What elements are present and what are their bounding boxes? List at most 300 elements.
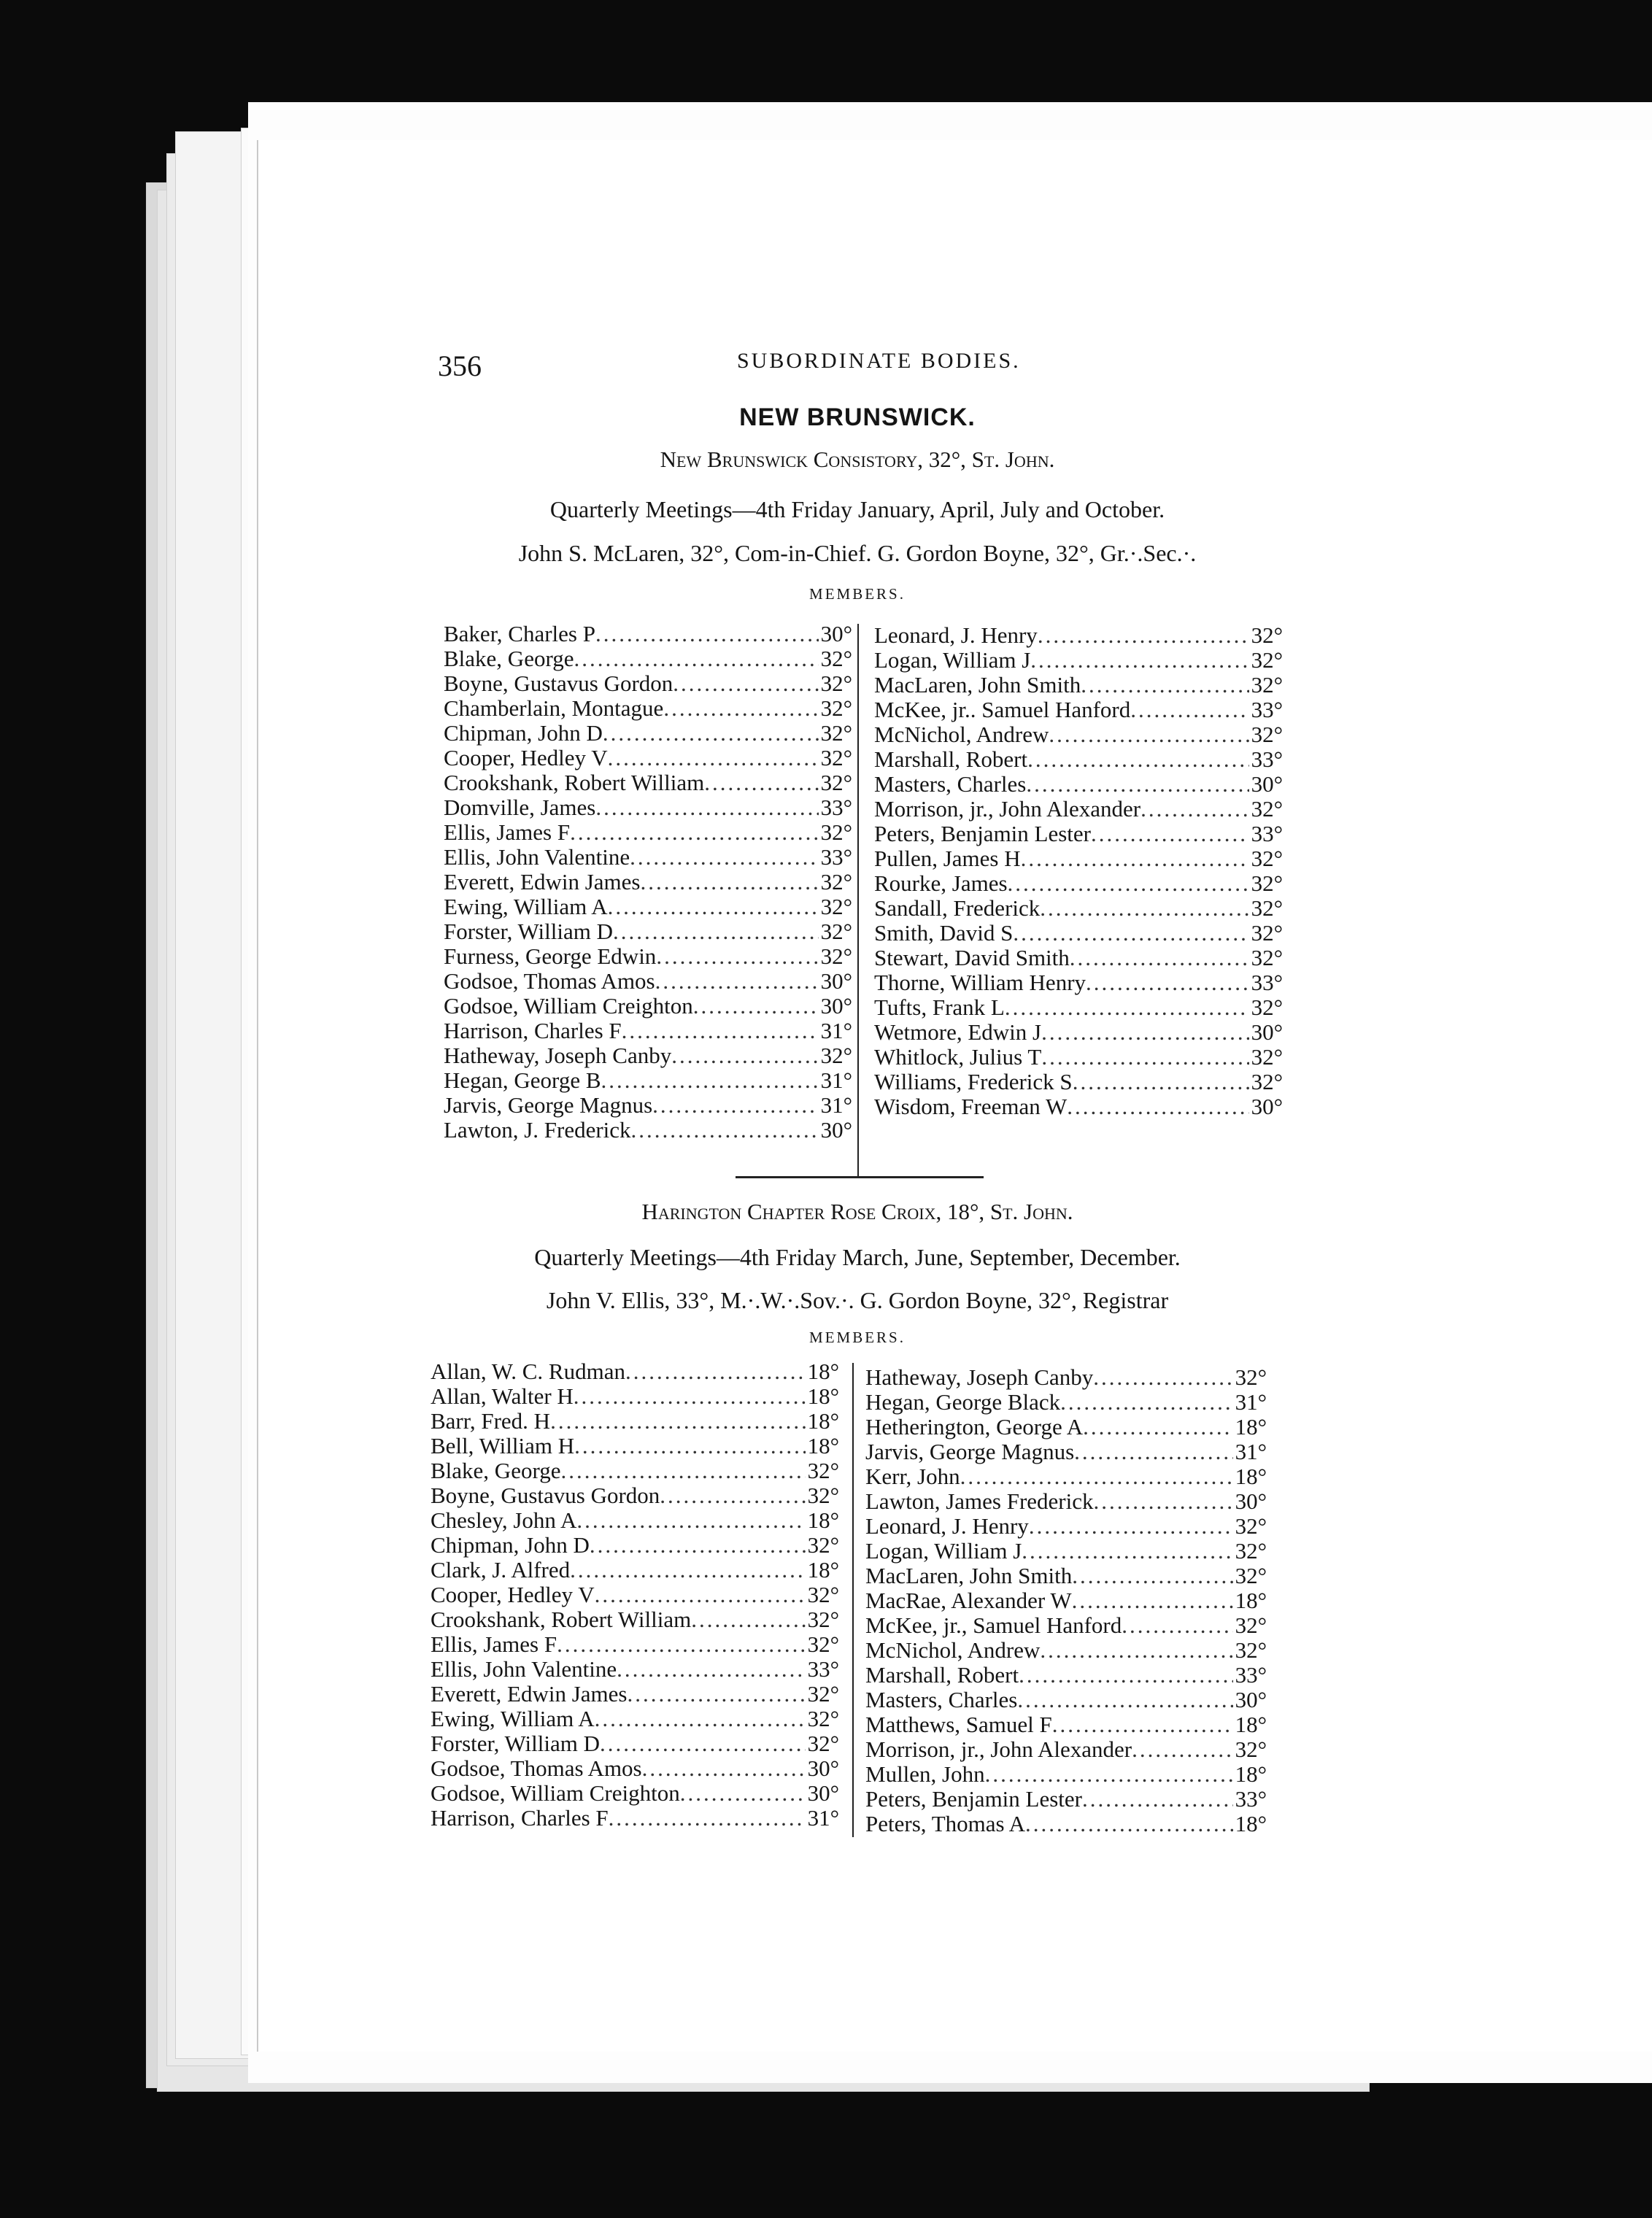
- member-name: Wisdom, Freeman W: [874, 1094, 1068, 1119]
- member-name: Hetherington, George A: [865, 1414, 1084, 1440]
- member-degree: 30°: [820, 1117, 852, 1143]
- dot-leader: [560, 1458, 805, 1483]
- dot-leader: [574, 1384, 806, 1409]
- member-name: Ellis, John Valentine: [444, 844, 630, 870]
- member-degree: 32°: [807, 1532, 839, 1558]
- member-row: [431, 1384, 839, 1409]
- member-name: Jarvis, George Magnus: [444, 1092, 653, 1118]
- member-degree: 18°: [807, 1557, 839, 1583]
- member-row: [444, 746, 852, 770]
- member-name: Peters, Benjamin Lester: [874, 821, 1091, 846]
- dot-leader: [608, 894, 819, 919]
- member-degree: 32°: [1251, 722, 1283, 747]
- dot-leader: [1013, 921, 1248, 946]
- member-row: [444, 1043, 852, 1068]
- member-degree: 30°: [807, 1780, 839, 1806]
- member-name: Masters, Charles: [874, 771, 1027, 797]
- member-degree: 32°: [807, 1731, 839, 1756]
- dot-leader: [570, 820, 819, 845]
- member-row: [431, 1434, 839, 1458]
- dot-leader: [1040, 896, 1248, 921]
- member-degree: 32°: [807, 1607, 839, 1632]
- member-name: McKee, jr.. Samuel Hanford: [874, 697, 1131, 722]
- chapter-members-right: [865, 1365, 1267, 1836]
- dot-leader: [601, 1068, 819, 1093]
- member-degree: 18°: [1235, 1761, 1267, 1787]
- member-degree: 32°: [1235, 1513, 1267, 1539]
- dot-leader: [603, 721, 819, 746]
- member-row: [865, 1489, 1267, 1514]
- member-degree: 18°: [1235, 1811, 1267, 1836]
- member-name: Pullen, James H: [874, 846, 1021, 871]
- member-row: [444, 622, 852, 646]
- member-degree: 30°: [1235, 1488, 1267, 1514]
- member-name: Harrison, Charles F: [444, 1018, 622, 1043]
- member-degree: 33°: [1235, 1662, 1267, 1688]
- member-name: Matthews, Samuel F: [865, 1712, 1052, 1737]
- member-row: [444, 671, 852, 696]
- member-name: Williams, Frederick S: [874, 1069, 1073, 1094]
- member-row: [431, 1583, 839, 1607]
- member-name: Peters, Thomas A: [865, 1811, 1025, 1836]
- member-row: [431, 1781, 839, 1806]
- member-degree: 32°: [1251, 647, 1283, 673]
- member-row: [874, 1094, 1283, 1119]
- dot-leader: [1073, 1070, 1249, 1094]
- member-row: [874, 822, 1283, 846]
- member-name: Morrison, jr., John Alexander: [865, 1736, 1132, 1762]
- member-row: [431, 1607, 839, 1632]
- dot-leader: [1074, 1440, 1232, 1464]
- member-row: [431, 1359, 839, 1384]
- dot-leader: [642, 1756, 806, 1781]
- dot-leader: [557, 1632, 806, 1657]
- member-row: [874, 970, 1283, 995]
- state-heading: NEW BRUNSWICK.: [739, 403, 976, 431]
- member-row: [431, 1632, 839, 1657]
- member-degree: 32°: [1251, 920, 1283, 946]
- dot-leader: [1081, 673, 1248, 698]
- dot-leader: [609, 1806, 806, 1831]
- member-degree: 30°: [807, 1755, 839, 1781]
- member-row: [865, 1688, 1267, 1712]
- member-row: [431, 1558, 839, 1583]
- member-name: Forster, William D: [444, 919, 614, 944]
- member-degree: 33°: [820, 844, 852, 870]
- member-degree: 31°: [807, 1805, 839, 1831]
- chapter-members-left: [431, 1359, 839, 1831]
- member-degree: 32°: [1235, 1736, 1267, 1762]
- member-name: Stewart, David Smith: [874, 945, 1070, 970]
- member-row: [444, 721, 852, 746]
- member-degree: 32°: [820, 1043, 852, 1068]
- member-row: [874, 896, 1283, 921]
- dot-leader: [1041, 1045, 1248, 1070]
- dot-leader: [1025, 1812, 1233, 1836]
- member-row: [874, 797, 1283, 822]
- member-degree: 33°: [820, 795, 852, 820]
- member-degree: 18°: [1235, 1464, 1267, 1489]
- member-name: Leonard, J. Henry: [865, 1513, 1029, 1539]
- dot-leader: [1093, 1489, 1232, 1514]
- consistory-members-left: [444, 622, 852, 1143]
- member-degree: 31°: [820, 1018, 852, 1043]
- member-row: [865, 1365, 1267, 1390]
- member-row: [444, 919, 852, 944]
- dot-leader: [574, 646, 818, 671]
- member-degree: 33°: [1251, 821, 1283, 846]
- member-degree: 32°: [1251, 994, 1283, 1020]
- member-name: Hatheway, Joseph Canby: [865, 1364, 1094, 1390]
- member-degree: 32°: [1235, 1538, 1267, 1564]
- member-degree: 32°: [1251, 672, 1283, 698]
- dot-leader: [671, 1043, 818, 1068]
- dot-leader: [1041, 1020, 1248, 1045]
- member-row: [865, 1514, 1267, 1539]
- dot-leader: [1038, 623, 1249, 648]
- member-degree: 30°: [1251, 1094, 1283, 1119]
- member-degree: 32°: [807, 1631, 839, 1657]
- member-name: Crookshank, Robert William: [444, 770, 705, 795]
- member-name: Baker, Charles P: [444, 621, 595, 646]
- member-name: Godsoe, William Creighton: [431, 1780, 680, 1806]
- member-degree: 32°: [1235, 1612, 1267, 1638]
- member-name: Peters, Benjamin Lester: [865, 1786, 1082, 1812]
- member-name: Ellis, John Valentine: [431, 1656, 617, 1682]
- dot-leader: [691, 1607, 805, 1632]
- member-name: Furness, George Edwin: [444, 943, 657, 969]
- dot-leader: [1021, 846, 1249, 871]
- member-row: [431, 1806, 839, 1831]
- member-row: [431, 1508, 839, 1533]
- member-row: [865, 1539, 1267, 1564]
- dot-leader: [693, 994, 819, 1019]
- member-degree: 18°: [1235, 1414, 1267, 1440]
- member-degree: 18°: [1235, 1588, 1267, 1613]
- dot-leader: [1029, 1514, 1233, 1539]
- member-row: [874, 921, 1283, 946]
- dot-leader: [608, 746, 819, 770]
- member-row: [431, 1409, 839, 1434]
- member-name: Tufts, Frank L: [874, 994, 1005, 1020]
- dot-leader: [652, 1093, 818, 1118]
- member-degree: 32°: [1251, 1044, 1283, 1070]
- column-divider: [852, 1363, 854, 1837]
- member-name: Everett, Edwin James: [431, 1681, 628, 1707]
- member-row: [865, 1638, 1267, 1663]
- member-degree: 32°: [820, 894, 852, 919]
- member-row: [865, 1712, 1267, 1737]
- dot-leader: [1040, 1638, 1232, 1663]
- member-degree: 32°: [820, 919, 852, 944]
- member-degree: 32°: [807, 1706, 839, 1731]
- member-name: Chesley, John A: [431, 1507, 577, 1533]
- member-degree: 32°: [1251, 846, 1283, 871]
- member-degree: 32°: [820, 943, 852, 969]
- member-row: [431, 1533, 839, 1558]
- dot-leader: [960, 1464, 1233, 1489]
- member-name: Boyne, Gustavus Gordon: [431, 1483, 660, 1508]
- member-degree: 32°: [807, 1458, 839, 1483]
- member-row: [431, 1458, 839, 1483]
- member-degree: 31°: [820, 1092, 852, 1118]
- member-name: McNichol, Andrew: [865, 1637, 1041, 1663]
- dot-leader: [1005, 995, 1249, 1020]
- consistory-officers: John S. McLaren, 32°, Com-in-Chief. G. Gordon Boyne, 32°, Gr.·.Sec.·.: [518, 540, 1197, 566]
- member-name: Logan, William J: [865, 1538, 1022, 1564]
- member-row: [874, 1045, 1283, 1070]
- chapter-members-heading: MEMBERS.: [809, 1329, 906, 1346]
- member-degree: 30°: [1251, 771, 1283, 797]
- member-row: [874, 648, 1283, 673]
- member-name: Marshall, Robert: [874, 746, 1028, 772]
- member-name: Everett, Edwin James: [444, 869, 641, 894]
- member-row: [444, 1093, 852, 1118]
- dot-leader: [613, 919, 819, 944]
- member-name: Ewing, William A: [431, 1706, 595, 1731]
- member-name: Chamberlain, Montague: [444, 695, 664, 721]
- member-row: [444, 845, 852, 870]
- dot-leader: [1086, 970, 1249, 995]
- member-name: Wetmore, Edwin J: [874, 1019, 1042, 1045]
- member-degree: 32°: [820, 671, 852, 696]
- member-name: MacRae, Alexander W: [865, 1588, 1072, 1613]
- consistory-title: New Brunswick Consistory, 32°, St. John.: [660, 447, 1055, 472]
- member-degree: 32°: [820, 745, 852, 770]
- page-header: [438, 349, 1350, 385]
- member-name: Hatheway, Joseph Canby: [444, 1043, 672, 1068]
- member-row: [431, 1682, 839, 1707]
- member-degree: 32°: [1251, 796, 1283, 822]
- member-name: Ewing, William A: [444, 894, 608, 919]
- member-name: Sandall, Frederick: [874, 895, 1041, 921]
- dot-leader: [1093, 1365, 1232, 1390]
- running-head: SUBORDINATE BODIES.: [737, 349, 1021, 373]
- dot-leader: [595, 1583, 806, 1607]
- member-row: [444, 1118, 852, 1143]
- member-name: Masters, Charles: [865, 1687, 1018, 1712]
- member-name: Chipman, John D: [431, 1532, 590, 1558]
- member-degree: 32°: [820, 720, 852, 746]
- member-degree: 32°: [1251, 622, 1283, 648]
- member-row: [444, 894, 852, 919]
- dot-leader: [1140, 797, 1249, 822]
- dot-leader: [660, 1483, 805, 1508]
- member-row: [444, 969, 852, 994]
- member-row: [874, 698, 1283, 722]
- consistory-members-heading: MEMBERS.: [809, 585, 906, 603]
- member-name: Blake, George: [444, 646, 574, 671]
- dot-leader: [1022, 1539, 1232, 1564]
- dot-leader: [655, 969, 819, 994]
- member-degree: 30°: [1251, 1019, 1283, 1045]
- member-name: McKee, jr., Samuel Hanford: [865, 1612, 1122, 1638]
- member-name: Marshall, Robert: [865, 1662, 1019, 1688]
- dot-leader: [704, 770, 818, 795]
- dot-leader: [595, 622, 819, 646]
- member-row: [874, 623, 1283, 648]
- member-row: [865, 1464, 1267, 1489]
- dot-leader: [576, 1508, 805, 1533]
- member-degree: 31°: [1235, 1439, 1267, 1464]
- consistory-members-right: [874, 623, 1283, 1119]
- member-degree: 30°: [820, 621, 852, 646]
- dot-leader: [663, 696, 818, 721]
- member-row: [444, 1068, 852, 1093]
- member-row: [874, 772, 1283, 797]
- column-divider: [857, 624, 859, 1178]
- member-degree: 18°: [807, 1408, 839, 1434]
- member-degree: 18°: [1235, 1712, 1267, 1737]
- member-row: [865, 1390, 1267, 1415]
- member-degree: 32°: [820, 869, 852, 894]
- page-number: 356: [438, 349, 482, 382]
- dot-leader: [631, 1118, 819, 1143]
- section-divider: [736, 1176, 984, 1178]
- dot-leader: [1070, 946, 1249, 970]
- member-degree: 30°: [820, 993, 852, 1019]
- member-name: Godsoe, William Creighton: [444, 993, 693, 1019]
- member-name: Allan, W. C. Rudman: [431, 1359, 625, 1384]
- member-name: Logan, William J: [874, 647, 1031, 673]
- member-row: [431, 1731, 839, 1756]
- member-row: [865, 1762, 1267, 1787]
- member-degree: 32°: [820, 770, 852, 795]
- dot-leader: [673, 671, 818, 696]
- member-degree: 18°: [807, 1507, 839, 1533]
- member-name: Hegan, George B: [444, 1067, 601, 1093]
- member-name: Ellis, James F: [431, 1631, 557, 1657]
- member-degree: 18°: [807, 1359, 839, 1384]
- member-row: [865, 1588, 1267, 1613]
- member-degree: 33°: [1251, 697, 1283, 722]
- member-name: Rourke, James: [874, 870, 1008, 896]
- dot-leader: [1027, 747, 1249, 772]
- member-name: Jarvis, George Magnus: [865, 1439, 1075, 1464]
- member-row: [874, 1020, 1283, 1045]
- dot-leader: [1026, 772, 1248, 797]
- member-name: Thorne, William Henry: [874, 970, 1086, 995]
- member-name: Lawton, James Frederick: [865, 1488, 1094, 1514]
- member-name: Smith, David S: [874, 920, 1014, 946]
- member-degree: 32°: [807, 1483, 839, 1508]
- dot-leader: [1019, 1663, 1233, 1688]
- dot-leader: [1072, 1588, 1233, 1613]
- member-row: [874, 1070, 1283, 1094]
- member-row: [431, 1657, 839, 1682]
- member-name: Forster, William D: [431, 1731, 601, 1756]
- member-name: Mullen, John: [865, 1761, 985, 1787]
- dot-leader: [1083, 1415, 1232, 1440]
- dot-leader: [600, 1731, 806, 1756]
- dot-leader: [630, 845, 818, 870]
- member-name: Hegan, George Black: [865, 1389, 1061, 1415]
- member-name: Cooper, Hedley V: [444, 745, 608, 770]
- dot-leader: [1017, 1688, 1232, 1712]
- dot-leader: [640, 870, 818, 894]
- member-degree: 31°: [820, 1067, 852, 1093]
- member-row: [865, 1415, 1267, 1440]
- member-degree: 30°: [820, 968, 852, 994]
- member-degree: 32°: [1251, 870, 1283, 896]
- dot-leader: [590, 1533, 806, 1558]
- member-name: Blake, George: [431, 1458, 561, 1483]
- member-name: Kerr, John: [865, 1464, 960, 1489]
- dot-leader: [1052, 1712, 1233, 1737]
- member-row: [444, 944, 852, 969]
- member-name: Clark, J. Alfred: [431, 1557, 571, 1583]
- member-row: [431, 1756, 839, 1781]
- dot-leader: [595, 1707, 806, 1731]
- chapter-title: Harington Chapter Rose Croix, 18°, St. John.: [641, 1199, 1073, 1224]
- member-row: [865, 1812, 1267, 1836]
- dot-leader: [1130, 698, 1248, 722]
- member-name: Harrison, Charles F: [431, 1805, 609, 1831]
- dot-leader: [627, 1682, 805, 1707]
- member-row: [444, 770, 852, 795]
- chapter-officers: John V. Ellis, 33°, M.·.W.·.Sov.·. G. Gordon Boyne, 32°, Registrar: [546, 1287, 1169, 1313]
- member-name: Barr, Fred. H: [431, 1408, 551, 1434]
- dot-leader: [595, 795, 818, 820]
- dot-leader: [1132, 1737, 1233, 1762]
- dot-leader: [622, 1019, 819, 1043]
- member-name: Leonard, J. Henry: [874, 622, 1038, 648]
- dot-leader: [617, 1657, 805, 1682]
- member-degree: 33°: [1235, 1786, 1267, 1812]
- dot-leader: [550, 1409, 806, 1434]
- dot-leader: [1122, 1613, 1232, 1638]
- member-row: [444, 1019, 852, 1043]
- member-name: Godsoe, Thomas Amos: [444, 968, 655, 994]
- member-row: [444, 994, 852, 1019]
- member-row: [444, 696, 852, 721]
- member-degree: 33°: [1251, 746, 1283, 772]
- member-name: MacLaren, John Smith: [874, 672, 1081, 698]
- member-name: Domville, James: [444, 795, 596, 820]
- member-name: Crookshank, Robert William: [431, 1607, 692, 1632]
- dot-leader: [574, 1434, 806, 1458]
- member-name: Whitlock, Julius T: [874, 1044, 1042, 1070]
- member-name: MacLaren, John Smith: [865, 1563, 1073, 1588]
- dot-leader: [1067, 1094, 1248, 1119]
- dot-leader: [1072, 1564, 1232, 1588]
- dot-leader: [656, 944, 818, 969]
- member-row: [431, 1483, 839, 1508]
- member-row: [865, 1663, 1267, 1688]
- member-row: [874, 995, 1283, 1020]
- member-row: [444, 646, 852, 671]
- member-degree: 32°: [807, 1681, 839, 1707]
- member-degree: 32°: [1251, 945, 1283, 970]
- member-row: [874, 946, 1283, 970]
- member-degree: 30°: [1235, 1687, 1267, 1712]
- chapter-meetings: Quarterly Meetings—4th Friday March, June, September, December.: [534, 1244, 1181, 1270]
- member-name: McNichol, Andrew: [874, 722, 1049, 747]
- dot-leader: [1091, 822, 1249, 846]
- dot-leader: [1030, 648, 1248, 673]
- dot-leader: [1049, 722, 1248, 747]
- member-name: Lawton, J. Frederick: [444, 1117, 631, 1143]
- member-degree: 32°: [820, 646, 852, 671]
- member-degree: 32°: [1251, 1069, 1283, 1094]
- dot-leader: [1008, 871, 1249, 896]
- member-row: [444, 870, 852, 894]
- member-row: [865, 1737, 1267, 1762]
- dot-leader: [985, 1762, 1233, 1787]
- member-degree: 32°: [820, 819, 852, 845]
- member-row: [874, 846, 1283, 871]
- member-degree: 32°: [1235, 1637, 1267, 1663]
